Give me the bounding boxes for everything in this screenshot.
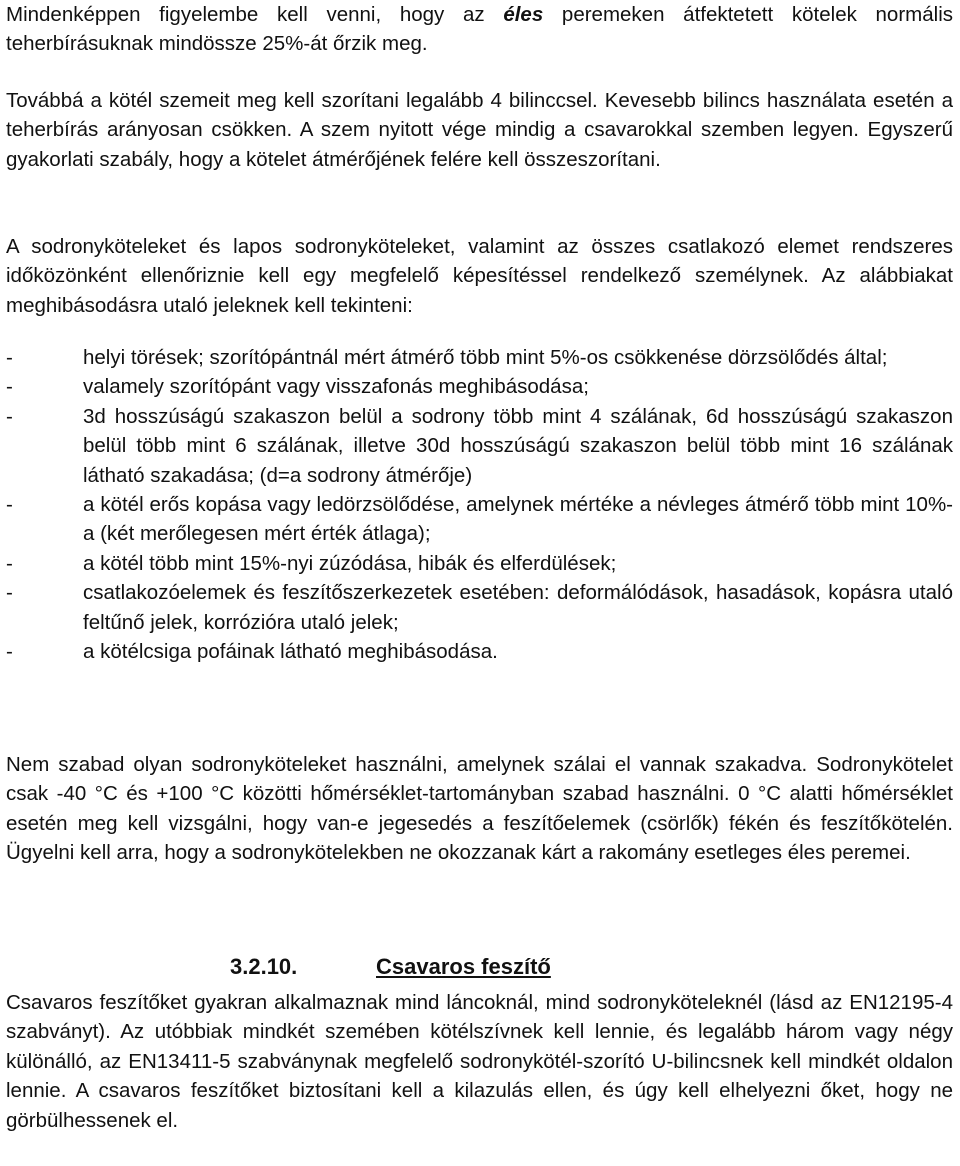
list-item-text: helyi törések; szorítópántnál mért átmérő több mint 5%-os csökkenése dörzsölődés által; (83, 346, 888, 369)
list-item (6, 372, 953, 401)
paragraph-text: Mindenképpen figyelembe kell venni, hogy az (6, 3, 504, 26)
paragraph-temperature: Nem szabad olyan sodronyköteleket használni, amelynek szálai el vannak szakadva. Sodronykötelet csak -40 °C és +100 °C közötti hőmérséklet-tartományban szabad használni. 0 °C alatti hőmérséklet esetén meg kell vizsgálni, hogy van-e jegesedés a feszítőelemek (csörlők) fékén és feszítőkötelén. Ügyelni kell arra, hogy a sodronykötelekben ne okozzanak kárt a rakomány esetleges éles peremei. (6, 753, 953, 865)
paragraph-text: peremeken átfektetett kötelek normális teherbírásuknak mindössze 25%-át őrzik meg. (6, 3, 953, 56)
section-title: Csavaros feszítő (376, 954, 551, 979)
list-item-text: a kötélcsiga pofáinak látható meghibásodása. (83, 640, 498, 664)
dash-bullet: - (6, 581, 13, 605)
dash-bullet: - (6, 551, 13, 575)
list-item (6, 490, 953, 549)
paragraph-turnbuckles: Csavaros feszítőket gyakran alkalmaznak mind láncoknál, mind sodronyköteleknél (lásd az EN12195-4 szabványt). Az utóbbiak mindkét szemében kötélszívnek kell lennie, és legalább három vagy négy különálló, az EN13411-5 szabványnak megfelelő sodronykötél-szorító U-bilincsnek kell mindkét oldalon lennie. A csavaros feszítőket biztosítani kell a kilazulás ellen, és úgy kell elhelyezni őket, hogy ne görbülhessenek el. (6, 991, 953, 1132)
dash-bullet: - (6, 375, 13, 399)
list-item-text: a kötél erős kopása vagy ledörzsölődése, amelynek mértéke a névleges átmérő több mint 10%-a (két merőlegesen mért érték átlaga); (83, 493, 953, 546)
list-item-text: csatlakozóelemek és feszítőszerkezetek esetében: deformálódások, hasadások, kopásra utaló feltűnő jelek, korrózióra utaló jelek; (83, 581, 953, 634)
defect-list (6, 343, 953, 666)
dash-bullet: - (6, 493, 13, 517)
paragraph-inspection: A sodronyköteleket és lapos sodronyköteleket, valamint az összes csatlakozó elemet rendszeres időközönként ellenőriznie kell egy megfelelő képesítéssel rendelkező személynek. Az alábbiakat meghibásodásra utaló jeleknek kell tekinteni: (6, 235, 953, 317)
section-heading (230, 952, 551, 982)
list-item (6, 578, 953, 637)
list-item (6, 637, 953, 666)
dash-bullet: - (6, 404, 13, 428)
paragraph-clamps: Továbbá a kötél szemeit meg kell szorítani legalább 4 bilinccsel. Kevesebb bilincs használata esetén a teherbírás arányosan csökken. A szem nyitott vége mindig a csavarokkal szemben legyen. Egyszerű gyakorlati szabály, hogy a kötelet átmérőjének felére kell összeszorítani. (6, 89, 953, 171)
section-number: 3.2.10. (230, 954, 298, 979)
list-item-text: valamely szorítópánt vagy visszafonás meghibásodása; (83, 375, 589, 399)
list-item-text: 3d hosszúságú szakaszon belül a sodrony több mint 4 szálának, 6d hosszúságú szakaszon belül több mint 6 szálának, illetve 30d hosszúságú szakaszon belül több mint 16 szálának látható szakadása; (d=a sodrony átmérője) (83, 404, 953, 487)
list-item (6, 343, 953, 372)
paragraph-sharp-edges (6, 0, 953, 59)
list-item-text: a kötél több mint 15%-nyi zúzódása, hibák és elferdülések; (83, 551, 617, 575)
dash-bullet: - (6, 640, 13, 664)
list-item (6, 402, 953, 490)
list-item (6, 549, 953, 578)
dash-bullet: - (6, 346, 13, 369)
emphasized-word: éles (503, 3, 544, 26)
